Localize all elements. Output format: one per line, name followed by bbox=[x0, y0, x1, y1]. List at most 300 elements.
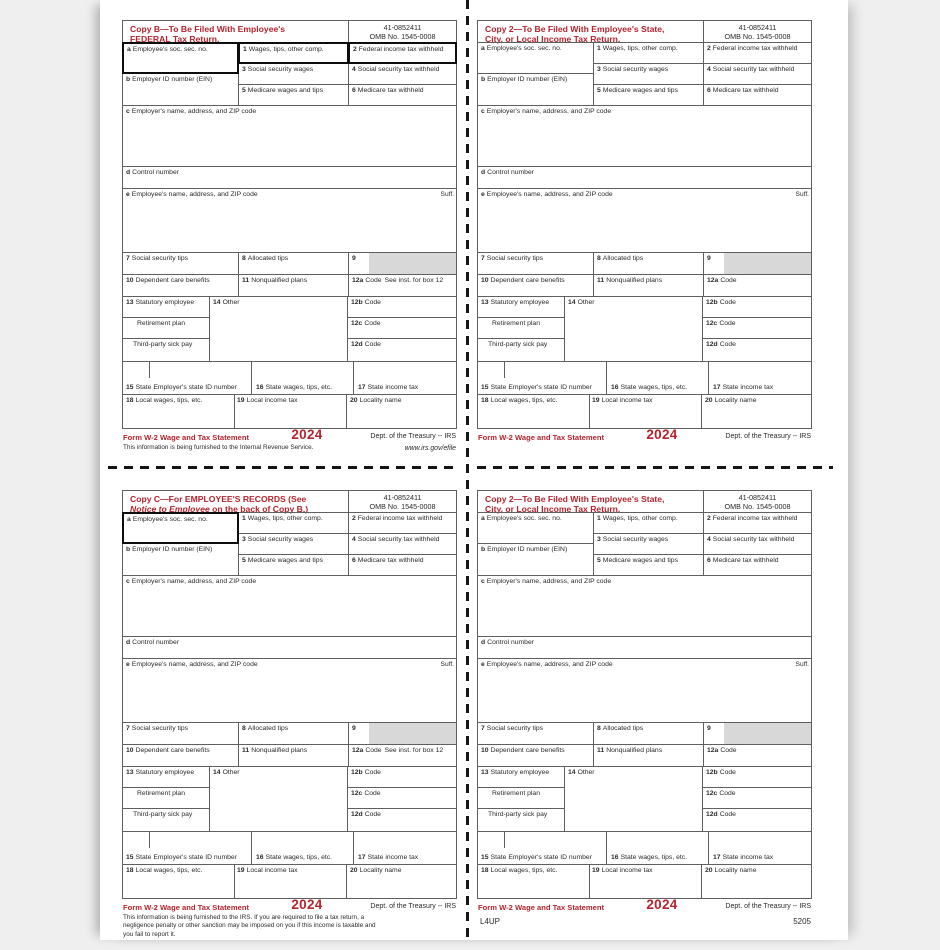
box-label: Local wages, tips, etc. bbox=[135, 867, 203, 874]
box-7-ss-tips bbox=[122, 252, 239, 275]
box-13-third-party-sick-pay bbox=[477, 338, 565, 362]
state-abbrev-divider bbox=[149, 832, 150, 848]
box-label: State income tax bbox=[722, 854, 774, 862]
box-number: 10 bbox=[481, 277, 489, 284]
box-label: State Employer's state ID number bbox=[135, 854, 237, 862]
box-number: 12c bbox=[351, 320, 363, 327]
box-number: 4 bbox=[707, 536, 711, 543]
box-label: State Employer's state ID number bbox=[490, 384, 592, 392]
box-label: State wages, tips, etc. bbox=[265, 854, 333, 862]
box-9-gray-fill bbox=[724, 723, 811, 744]
column-divider bbox=[606, 362, 607, 394]
box-12a-extra: See inst. for box 12 bbox=[384, 277, 444, 284]
box-label: Dependent care benefits bbox=[135, 747, 210, 754]
box-3-ss-wages bbox=[238, 533, 349, 555]
box-number: 2 bbox=[707, 515, 711, 522]
box-letter: a bbox=[481, 45, 485, 52]
box-label: State wages, tips, etc. bbox=[265, 384, 333, 392]
box-16-state-wages bbox=[256, 854, 332, 862]
box-number: 18 bbox=[126, 867, 134, 874]
box-12d-code bbox=[702, 808, 812, 832]
copy-title-line1: Copy 2—To Be Filed With Employee's State, bbox=[485, 24, 665, 34]
form-w2-footer-title: Form W-2 Wage and Tax Statement bbox=[478, 903, 605, 912]
box-19-local-income-tax bbox=[237, 867, 298, 875]
box-12c-code bbox=[347, 787, 457, 809]
box-number: 4 bbox=[352, 66, 356, 73]
form-w2-footer-title: Form W-2 Wage and Tax Statement bbox=[123, 433, 250, 442]
box-label: Medicare wages and tips bbox=[602, 557, 678, 564]
box-number: 12d bbox=[351, 341, 363, 348]
box-12b-code bbox=[702, 296, 812, 318]
box-number: 14 bbox=[213, 299, 221, 306]
box-13-retirement-plan bbox=[477, 317, 565, 339]
box-label: Federal income tax withheld bbox=[712, 515, 798, 522]
box-18-local-wages bbox=[126, 867, 202, 875]
box-label: Local wages, tips, etc. bbox=[490, 397, 558, 404]
box-13-third-party-sick-pay bbox=[122, 808, 210, 832]
box-19-local-income-tax bbox=[237, 397, 298, 405]
box-label: Social security tax withheld bbox=[712, 66, 795, 73]
box-12d-code bbox=[347, 808, 457, 832]
omb-number: OMB No. 1545-0008 bbox=[369, 32, 436, 42]
box-letter: b bbox=[126, 76, 131, 83]
box-number: 3 bbox=[242, 66, 246, 73]
box-number: 12b bbox=[706, 299, 718, 306]
box-label: Locality name bbox=[359, 397, 402, 404]
box-3-ss-wages bbox=[238, 63, 349, 85]
box-number: 12c bbox=[351, 790, 363, 797]
column-divider bbox=[251, 832, 252, 864]
box-letter: d bbox=[481, 169, 486, 176]
box-12c-code bbox=[702, 317, 812, 339]
box-19-local-income-tax bbox=[592, 397, 653, 405]
box-3-ss-wages bbox=[593, 533, 704, 555]
box-letter: a bbox=[481, 515, 485, 522]
box-number: 19 bbox=[237, 397, 245, 404]
box-2-federal-tax bbox=[348, 42, 457, 64]
box-label: Medicare wages and tips bbox=[247, 87, 323, 94]
box-e-employee-address bbox=[477, 188, 812, 253]
box-label: Code bbox=[719, 790, 736, 797]
box-number: 8 bbox=[242, 255, 246, 262]
box-label: Federal income tax withheld bbox=[358, 46, 444, 53]
box-18-local-wages bbox=[481, 867, 557, 875]
box-label: Wages, tips, other comp. bbox=[602, 45, 678, 52]
box-label: Third-party sick pay bbox=[488, 341, 548, 348]
box-number: 19 bbox=[592, 867, 600, 874]
box-13-retirement-plan bbox=[122, 317, 210, 339]
box-letter: d bbox=[481, 639, 486, 646]
box-a-employee-ssn bbox=[122, 512, 239, 544]
box-12c-code bbox=[702, 787, 812, 809]
box-number: 12b bbox=[351, 769, 363, 776]
box-label: Retirement plan bbox=[492, 790, 540, 797]
box-number: 11 bbox=[242, 277, 250, 284]
box-label: Retirement plan bbox=[137, 320, 185, 327]
box-label: Employer's name, address, and ZIP code bbox=[131, 578, 257, 585]
box-number: 16 bbox=[611, 854, 619, 862]
box-label: Retirement plan bbox=[137, 790, 185, 797]
box-label: Control number bbox=[132, 639, 180, 646]
local-info-row bbox=[477, 864, 812, 899]
box-number: 3 bbox=[242, 536, 246, 543]
box-label: State Employer's state ID number bbox=[135, 384, 237, 392]
box-15-state-id bbox=[126, 854, 237, 862]
box-number: 7 bbox=[126, 725, 130, 732]
box-17-state-income-tax bbox=[358, 854, 418, 862]
box-number: 15 bbox=[126, 384, 134, 392]
box-number: 17 bbox=[358, 384, 366, 392]
box-9-gray-fill bbox=[724, 253, 811, 274]
box-letter: a bbox=[127, 46, 131, 53]
box-1-wages bbox=[593, 512, 704, 534]
box-letter: b bbox=[126, 546, 131, 553]
tax-year: 2024 bbox=[291, 427, 323, 442]
box-a-employee-ssn bbox=[122, 42, 239, 74]
box-6-medicare-tax bbox=[703, 554, 812, 576]
box-letter: a bbox=[127, 516, 131, 523]
box-8-allocated-tips bbox=[593, 252, 704, 275]
box-d-control-number bbox=[122, 636, 457, 659]
box-letter: d bbox=[126, 639, 131, 646]
box-label: Code bbox=[365, 277, 382, 284]
box-c-employer-address bbox=[122, 105, 457, 167]
form-stock-code-left: L4UP bbox=[480, 917, 501, 926]
treasury-dept-label: Dept. of the Treasury -- IRS bbox=[370, 433, 456, 440]
box-number: 12b bbox=[706, 769, 718, 776]
box-20-locality-name bbox=[705, 397, 757, 405]
box-12b-code bbox=[702, 766, 812, 788]
box-3-ss-wages bbox=[593, 63, 704, 85]
box-label: Other bbox=[577, 299, 595, 306]
box-13-retirement-plan bbox=[477, 787, 565, 809]
box-letter: e bbox=[481, 661, 485, 668]
suffix-label: Suff. bbox=[795, 191, 809, 198]
column-divider bbox=[353, 832, 354, 864]
box-label: Wages, tips, other comp. bbox=[602, 515, 678, 522]
box-number: 2 bbox=[352, 515, 356, 522]
box-label: Social security wages bbox=[247, 536, 314, 543]
box-4-ss-tax bbox=[348, 533, 457, 555]
box-number: 12c bbox=[706, 320, 718, 327]
box-5-medicare-wages bbox=[593, 554, 704, 576]
box-number: 15 bbox=[126, 854, 134, 862]
w2-form-copy-2-state-top bbox=[477, 20, 812, 480]
box-label: State income tax bbox=[367, 854, 419, 862]
box-20-locality-name bbox=[350, 397, 402, 405]
box-16-state-wages bbox=[256, 384, 332, 392]
tax-year: 2024 bbox=[291, 897, 323, 912]
box-10-dependent-care bbox=[477, 274, 594, 297]
form-id-number: 41-0852411 bbox=[383, 493, 422, 502]
box-label: Employee's soc. sec. no. bbox=[132, 516, 208, 523]
box-number: 14 bbox=[568, 769, 576, 776]
box-16-state-wages bbox=[611, 384, 687, 392]
box-number: 11 bbox=[597, 747, 605, 754]
box-number: 3 bbox=[597, 66, 601, 73]
box-a-employee-ssn bbox=[477, 42, 594, 74]
column-divider bbox=[589, 865, 590, 898]
box-number: 11 bbox=[597, 277, 605, 284]
box-14-other bbox=[209, 296, 348, 362]
box-number: 12d bbox=[706, 341, 718, 348]
box-number: 7 bbox=[481, 725, 485, 732]
box-number: 6 bbox=[352, 87, 356, 94]
omb-number: OMB No. 1545-0008 bbox=[724, 502, 791, 512]
box-number: 12a bbox=[352, 277, 364, 284]
box-number: 7 bbox=[481, 255, 485, 262]
box-12a-code bbox=[703, 744, 812, 767]
box-number: 8 bbox=[597, 255, 601, 262]
box-number: 20 bbox=[705, 397, 713, 404]
box-17-state-income-tax bbox=[713, 854, 773, 862]
box-number: 10 bbox=[126, 747, 134, 754]
box-label: Statutory employee bbox=[490, 299, 550, 306]
box-9-shaded bbox=[348, 722, 457, 745]
box-1-wages bbox=[593, 42, 704, 64]
box-b-employer-ein bbox=[477, 543, 594, 576]
box-13-statutory-employee bbox=[477, 766, 565, 788]
box-number: 4 bbox=[352, 536, 356, 543]
copy-title-line2-rest: City, or Local Income Tax Return. bbox=[485, 34, 621, 45]
box-9-shaded bbox=[703, 722, 812, 745]
box-number: 20 bbox=[350, 867, 358, 874]
box-label: Code bbox=[719, 769, 736, 776]
box-label: Employee's name, address, and ZIP code bbox=[486, 661, 613, 668]
box-label: Social security tax withheld bbox=[712, 536, 795, 543]
column-divider bbox=[234, 395, 235, 428]
box-b-employer-ein bbox=[477, 73, 594, 106]
local-info-row bbox=[122, 864, 457, 899]
box-number: 6 bbox=[707, 557, 711, 564]
box-c-employer-address bbox=[477, 575, 812, 637]
box-label: Employer's name, address, and ZIP code bbox=[486, 578, 612, 585]
box-label: Dependent care benefits bbox=[490, 277, 565, 284]
box-letter: e bbox=[126, 661, 130, 668]
box-label: Medicare wages and tips bbox=[247, 557, 323, 564]
box-8-allocated-tips bbox=[593, 722, 704, 745]
box-15-state-id bbox=[126, 384, 237, 392]
box-b-employer-ein bbox=[122, 543, 239, 576]
box-18-local-wages bbox=[126, 397, 202, 405]
omb-number: OMB No. 1545-0008 bbox=[369, 502, 436, 512]
box-number: 2 bbox=[707, 45, 711, 52]
w2-form-copy-2-state-bottom bbox=[477, 490, 812, 950]
box-label: Medicare wages and tips bbox=[602, 87, 678, 94]
box-number: 16 bbox=[256, 384, 264, 392]
box-12a-code bbox=[348, 744, 457, 767]
box-number: 13 bbox=[126, 299, 134, 306]
box-label: Control number bbox=[132, 169, 180, 176]
box-label: Medicare tax withheld bbox=[357, 87, 424, 94]
copy-title bbox=[478, 21, 703, 44]
box-number: 15 bbox=[481, 384, 489, 392]
box-label: Wages, tips, other comp. bbox=[248, 46, 324, 53]
box-label: Other bbox=[222, 769, 240, 776]
box-13-statutory-employee bbox=[122, 766, 210, 788]
footer-fine-print: This information is being furnished to the Internal Revenue Service. bbox=[123, 444, 314, 451]
box-label: Local wages, tips, etc. bbox=[135, 397, 203, 404]
box-label: Employer ID number (EIN) bbox=[487, 546, 568, 553]
box-10-dependent-care bbox=[477, 744, 594, 767]
form-w2-footer-title: Form W-2 Wage and Tax Statement bbox=[123, 903, 250, 912]
box-label: Locality name bbox=[359, 867, 402, 874]
box-label: Social security wages bbox=[602, 66, 669, 73]
box-label: Employee's soc. sec. no. bbox=[486, 515, 562, 522]
column-divider bbox=[234, 865, 235, 898]
box-label: Code bbox=[720, 747, 737, 754]
column-divider bbox=[701, 395, 702, 428]
box-d-control-number bbox=[477, 636, 812, 659]
box-label: Nonqualified plans bbox=[251, 277, 308, 284]
box-12b-code bbox=[347, 766, 457, 788]
box-label: Employee's soc. sec. no. bbox=[132, 46, 208, 53]
box-number: 14 bbox=[213, 769, 221, 776]
box-number: 12c bbox=[706, 790, 718, 797]
box-18-local-wages bbox=[481, 397, 557, 405]
box-number: 19 bbox=[592, 397, 600, 404]
box-label: Statutory employee bbox=[135, 769, 195, 776]
copy-title-line2-italic: Notice to Employee bbox=[130, 504, 210, 515]
box-5-medicare-wages bbox=[238, 84, 349, 106]
box-12a-code bbox=[348, 274, 457, 297]
box-number: 18 bbox=[481, 397, 489, 404]
box-e-employee-address bbox=[122, 658, 457, 723]
box-label: Dependent care benefits bbox=[490, 747, 565, 754]
box-label: Employer's name, address, and ZIP code bbox=[486, 108, 612, 115]
box-13-statutory-employee bbox=[122, 296, 210, 318]
box-label: Code bbox=[720, 277, 737, 284]
box-label: Local income tax bbox=[601, 867, 653, 874]
box-2-federal-tax bbox=[348, 512, 457, 534]
box-number: 11 bbox=[242, 747, 250, 754]
box-number: 1 bbox=[597, 515, 601, 522]
box-letter: b bbox=[481, 546, 486, 553]
state-info-row bbox=[477, 361, 812, 395]
box-number: 9 bbox=[352, 725, 356, 732]
box-label: Employee's name, address, and ZIP code bbox=[131, 661, 258, 668]
box-11-nonqualified-plans bbox=[593, 274, 704, 297]
form-id-omb-box bbox=[348, 20, 457, 43]
omb-number: OMB No. 1545-0008 bbox=[724, 32, 791, 42]
box-label: Code bbox=[719, 341, 736, 348]
state-abbrev-divider bbox=[504, 832, 505, 848]
box-number: 4 bbox=[707, 66, 711, 73]
box-label: Social security tips bbox=[486, 255, 544, 262]
box-number: 8 bbox=[597, 725, 601, 732]
box-number: 7 bbox=[126, 255, 130, 262]
box-label: Allocated tips bbox=[602, 725, 644, 732]
box-1-wages bbox=[238, 42, 349, 64]
box-number: 17 bbox=[713, 384, 721, 392]
box-label: State income tax bbox=[367, 384, 419, 392]
column-divider bbox=[346, 865, 347, 898]
box-label: Local income tax bbox=[246, 397, 298, 404]
box-letter: c bbox=[481, 108, 485, 115]
box-number: 6 bbox=[352, 557, 356, 564]
box-number: 3 bbox=[597, 536, 601, 543]
box-label: State wages, tips, etc. bbox=[620, 384, 688, 392]
column-divider bbox=[701, 865, 702, 898]
box-number: 16 bbox=[611, 384, 619, 392]
box-label: Third-party sick pay bbox=[133, 341, 193, 348]
box-label: Control number bbox=[487, 169, 535, 176]
state-info-row bbox=[122, 361, 457, 395]
copy-title bbox=[123, 491, 348, 514]
box-4-ss-tax bbox=[703, 533, 812, 555]
box-label: Code bbox=[364, 811, 381, 818]
box-label: Employee's soc. sec. no. bbox=[486, 45, 562, 52]
box-label: Social security tax withheld bbox=[357, 66, 440, 73]
box-number: 18 bbox=[126, 397, 134, 404]
box-label: Code bbox=[719, 299, 736, 306]
box-7-ss-tips bbox=[477, 722, 594, 745]
box-number: 10 bbox=[481, 747, 489, 754]
box-number: 5 bbox=[597, 87, 601, 94]
box-20-locality-name bbox=[350, 867, 402, 875]
box-number: 15 bbox=[481, 854, 489, 862]
box-letter: d bbox=[126, 169, 131, 176]
box-letter: c bbox=[126, 108, 130, 115]
suffix-label: Suff. bbox=[795, 661, 809, 668]
box-d-control-number bbox=[122, 166, 457, 189]
copy-title-line1: Copy C—For EMPLOYEE'S RECORDS (See bbox=[130, 494, 307, 504]
box-label: Employee's name, address, and ZIP code bbox=[131, 191, 258, 198]
box-number: 5 bbox=[242, 557, 246, 564]
box-16-state-wages bbox=[611, 854, 687, 862]
box-label: Employer ID number (EIN) bbox=[132, 76, 213, 83]
box-11-nonqualified-plans bbox=[238, 274, 349, 297]
box-label: Social security tips bbox=[131, 255, 189, 262]
form-w2-footer-title: Form W-2 Wage and Tax Statement bbox=[478, 433, 605, 442]
box-10-dependent-care bbox=[122, 744, 239, 767]
column-divider bbox=[346, 395, 347, 428]
box-14-other bbox=[209, 766, 348, 832]
box-number: 9 bbox=[707, 255, 711, 262]
box-number: 1 bbox=[597, 45, 601, 52]
box-label: Code bbox=[364, 341, 381, 348]
copy-title-box bbox=[122, 490, 349, 513]
box-label: Third-party sick pay bbox=[133, 811, 193, 818]
box-label: Code bbox=[364, 769, 381, 776]
box-11-nonqualified-plans bbox=[593, 744, 704, 767]
box-label: Local wages, tips, etc. bbox=[490, 867, 558, 874]
box-label: Statutory employee bbox=[135, 299, 195, 306]
box-label: Social security tips bbox=[131, 725, 189, 732]
vertical-perforation-line bbox=[466, 0, 469, 940]
box-label: Third-party sick pay bbox=[488, 811, 548, 818]
box-label: Other bbox=[222, 299, 240, 306]
box-1-wages bbox=[238, 512, 349, 534]
form-id-number: 41-0852411 bbox=[383, 23, 422, 32]
box-label: Federal income tax withheld bbox=[712, 45, 798, 52]
box-label: Local income tax bbox=[601, 397, 653, 404]
box-number: 9 bbox=[352, 255, 356, 262]
box-label: Social security tips bbox=[486, 725, 544, 732]
box-number: 12a bbox=[352, 747, 364, 754]
form-id-number: 41-0852411 bbox=[738, 493, 777, 502]
box-letter: e bbox=[126, 191, 130, 198]
box-letter: c bbox=[126, 578, 130, 585]
box-17-state-income-tax bbox=[713, 384, 773, 392]
box-number: 2 bbox=[353, 46, 357, 53]
box-letter: c bbox=[481, 578, 485, 585]
footer-fine-print: This information is being furnished to the IRS. If you are required to file a tax return, a negligence penalty or other sanction may be imposed on you if this income is taxable and you fail to report it. bbox=[123, 914, 376, 938]
box-label: Nonqualified plans bbox=[251, 747, 308, 754]
box-label: Allocated tips bbox=[602, 255, 644, 262]
box-11-nonqualified-plans bbox=[238, 744, 349, 767]
box-number: 16 bbox=[256, 854, 264, 862]
